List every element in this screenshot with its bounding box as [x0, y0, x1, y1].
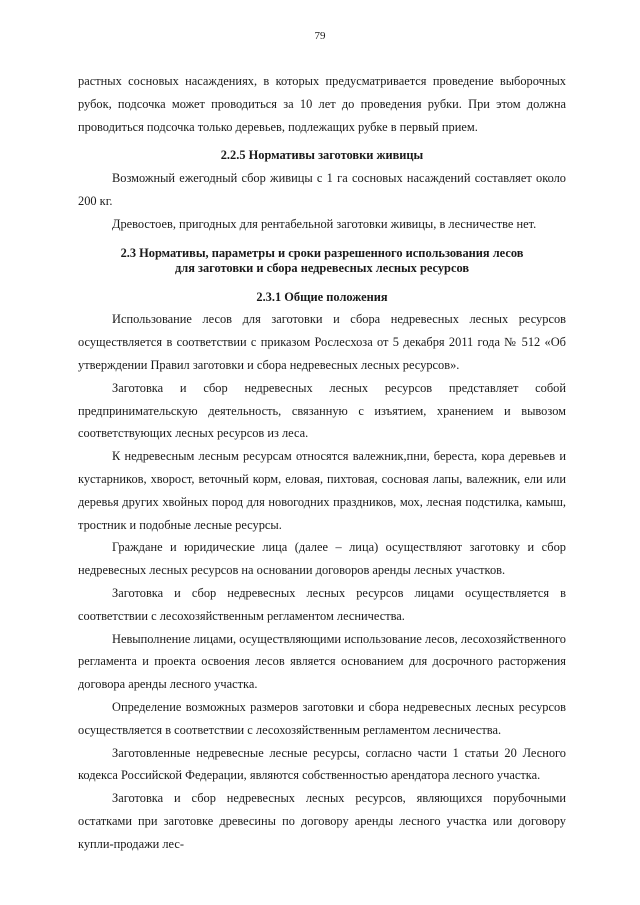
paragraph-zhivitsa-yield: Возможный ежегодный сбор живицы с 1 га сосновых насаждений составляет около 200 кг. — [78, 171, 566, 208]
section-heading-2-2-5: 2.2.5 Нормативы заготовки живицы — [220, 148, 424, 163]
page-number: 79 — [314, 30, 326, 42]
section-heading-2-3-1: 2.3.1 Общие положения — [256, 289, 388, 304]
paragraph-continuation: растных сосновых насаждениях, в которых предусматривается проведение выборочных рубок, подсочка может проводиться за 10 лет до проведения рубки. При этом должна проводиться подсочка только деревьев, подлежащих рубке в первый прием. — [78, 74, 566, 134]
section-heading-2-3 — [78, 246, 566, 276]
paragraph: К недревесным лесным ресурсам относятся валежник,пни, береста, кора деревьев и кустарников, хворост, веточный корм, еловая, пихтовая, сосновая лапы, валежник, ели или деревья других хвойных пород для новогодних праздников, мох, лесная подстилка, камыш, тростник и подобные лесные ресурсы. — [78, 449, 566, 532]
page-content — [78, 70, 566, 856]
paragraph: Заготовка и сбор недревесных лесных ресурсов лицами осуществляется в соответствии с лесохозяйственным регламентом лесничества. — [78, 585, 566, 623]
paragraph: Заготовка и сбор недревесных лесных ресурсов представляет собой предпринимательскую деятельность, связанную с изъятием, хранением и вывозом соответствующих лесных ресурсов из леса. — [78, 380, 566, 441]
paragraph: Невыполнение лицами, осуществляющими использование лесов, лесохозяйственного регламента и проекта освоения лесов является основанием для досрочного расторжения договора аренды лесного участка. — [78, 631, 566, 692]
section-heading-2-3-line2: для заготовки и сбора недревесных лесных ресурсов — [174, 260, 470, 275]
paragraph: Использование лесов для заготовки и сбора недревесных лесных ресурсов осуществляется в соответствии с приказом Рослесхоза от 5 декабря 2011 года № 512 «Об утверждении Правил заготовки и сбора недревесных лесных ресурсов». — [78, 312, 566, 372]
paragraph: Заготовка и сбор недревесных лесных ресурсов, являющихся порубочными остатками при заготовке древесины по договору аренды лесного участка или договору купли-продажи лес- — [78, 791, 566, 851]
paragraph: Граждане и юридические лица (далее – лица) осуществляют заготовку и сбор недревесных лесных ресурсов на основании договоров аренды лесных участков. — [78, 540, 566, 578]
section-heading-2-3-line1: 2.3 Нормативы, параметры и сроки разрешенного использования лесов — [120, 245, 524, 260]
paragraph: Определение возможных размеров заготовки и сбора недревесных лесных ресурсов осуществляется в соответствии с лесохозяйственным регламентом лесничества. — [78, 699, 566, 737]
paragraph-zhivitsa-stands: Древостоев, пригодных для рентабельной заготовки живицы, в лесничестве нет. — [112, 216, 537, 231]
paragraph: Заготовленные недревесные лесные ресурсы, согласно части 1 статьи 20 Лесного кодекса Российской Федерации, являются собственностью арендатора лесного участка. — [78, 745, 566, 783]
